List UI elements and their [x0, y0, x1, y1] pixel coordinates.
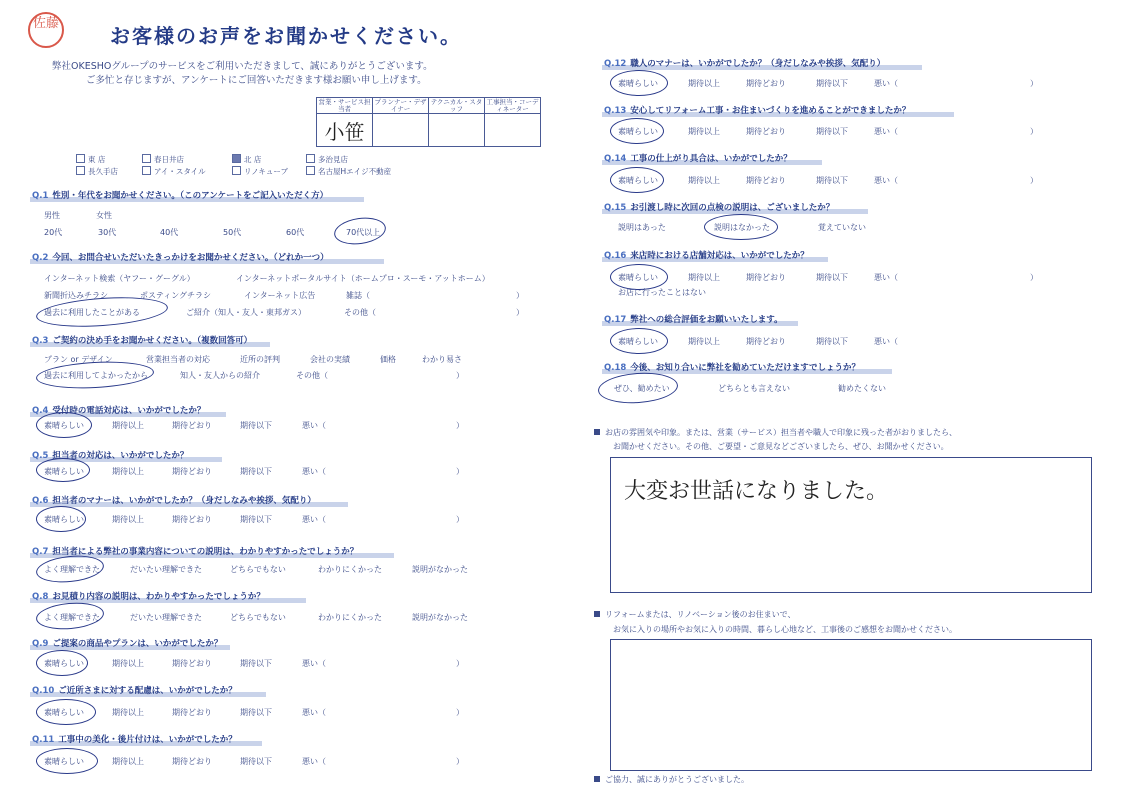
intro-line-2: ご多忙と存じますが、アンケートにご回答いただきます様お願い申し上げます。 [86, 75, 427, 86]
q1-age-70plus[interactable]: 70代以上 [346, 228, 381, 237]
q6-great[interactable]: 素晴らしい [44, 515, 84, 524]
q13-selection-circle [610, 118, 664, 144]
q2-opt-other[interactable]: その他（ [344, 308, 376, 317]
q3-opt-past-good[interactable]: 過去に利用してよかったから [44, 371, 148, 380]
q1-male[interactable]: 男性 [44, 211, 60, 220]
q10-great[interactable]: 素晴らしい [44, 708, 84, 717]
q1-age-20[interactable]: 20代 [44, 228, 63, 237]
q16-as-expected[interactable]: 期待どおり [746, 273, 786, 282]
q18-no[interactable]: 勧めたくない [838, 384, 886, 393]
comment1-handwritten-answer: 大変お世話になりました。 [624, 479, 889, 504]
checkbox[interactable] [76, 154, 85, 163]
q11-selection-circle [36, 748, 98, 774]
q14-bad[interactable]: 悪い（ [874, 176, 898, 185]
shop-label: 東 店 [88, 155, 106, 164]
q1-age-30[interactable]: 30代 [98, 228, 117, 237]
q17-bad[interactable]: 悪い（ [874, 337, 898, 346]
q1-age-40[interactable]: 40代 [160, 228, 179, 237]
q14-close: ） [1030, 176, 1038, 185]
comment1-prompt-line-1: お店の雰囲気や印象。または、営業（サービス）担当者や職人で印象に残った者がおりましたら、 [594, 427, 957, 438]
q12-question: Q.12 職人のマナーは、いかがでしたか？（身だしなみや挨拶、気配り） [604, 59, 886, 69]
q3-opt-sales[interactable]: 営業担当者の対応 [146, 355, 210, 364]
q3-opt-plan[interactable]: プラン or デザイン [44, 355, 113, 364]
q4-question: Q.4 受付時の電話対応は、いかがでしたか？ [32, 406, 206, 416]
q10-bad[interactable]: 悪い（ [302, 708, 326, 717]
q11-bad[interactable]: 悪い（ [302, 757, 326, 766]
shop-label: 多治見店 [318, 155, 348, 164]
q1-age-50[interactable]: 50代 [223, 228, 242, 237]
checkbox[interactable] [306, 166, 315, 175]
q2-opt-portal[interactable]: インターネットポータルサイト（ホームプロ・スーモ・アットホーム） [236, 274, 490, 283]
q3-question: Q.3 ご契約の決め手をお聞かせください。（複数回答可） [32, 336, 253, 346]
q5-above[interactable]: 期待以上 [112, 467, 144, 476]
q2-opt-web-ad[interactable]: インターネット広告 [244, 291, 316, 300]
q13-great[interactable]: 素晴らしい [618, 127, 658, 136]
q18-neither[interactable]: どちらとも言えない [718, 384, 790, 393]
q11-great[interactable]: 素晴らしい [44, 757, 84, 766]
q10-as-expected[interactable]: 期待どおり [172, 708, 212, 717]
q16-above[interactable]: 期待以上 [688, 273, 720, 282]
q11-question: Q.11 工事中の美化・後片付けは、いかがでしたか？ [32, 735, 237, 745]
comment1-prompt-line-2: お聞かせください。その他、ご要望・ご意見などございましたら、ぜひ、お聞かせください。 [613, 442, 949, 451]
q16-selection-circle [610, 264, 668, 290]
q9-question: Q.9 ご提案の商品やプランは、いかがでしたか？ [32, 639, 223, 649]
intro-line-1: 弊社OKESHOグループのサービスをご利用いただきまして、誠にありがとうございます。 [52, 61, 433, 72]
staff-value-technical[interactable] [429, 114, 485, 147]
q2-question: Q.2 今回、お問合せいただいたきっかけをお聞かせください。（どれか一つ） [32, 253, 329, 263]
q4-below[interactable]: 期待以下 [240, 421, 272, 430]
q16-below[interactable]: 期待以下 [816, 273, 848, 282]
q1-question: Q.1 性別・年代をお聞かせください。（このアンケートをご記入いただく方） [32, 191, 329, 201]
comment2-prompt-line-2: お気に入りの場所やお気に入りの時間、暮らし心地など、工事後のご感想をお聞かせください。 [613, 625, 957, 634]
q14-as-expected[interactable]: 期待どおり [746, 176, 786, 185]
q3-opt-reputation[interactable]: 近所の評判 [240, 355, 280, 364]
q7-question: Q.7 担当者による弊社の事業内容についての説明は、わかりやすかったでしょうか？ [32, 547, 359, 557]
q3-opt-clarity[interactable]: わかり易さ [422, 355, 462, 364]
q8-selection-circle [35, 600, 105, 632]
q2-opt-search[interactable]: インターネット検索（ヤフー・グーグル） [44, 274, 195, 283]
shop-north[interactable] [232, 154, 261, 165]
q15-dont-remember[interactable]: 覚えていない [818, 223, 866, 232]
checkbox[interactable] [76, 166, 85, 175]
q10-above[interactable]: 期待以上 [112, 708, 144, 717]
q12-great[interactable]: 素晴らしい [618, 79, 658, 88]
shop-kasugai[interactable] [142, 154, 184, 165]
footer-thanks: ご協力、誠にありがとうございました。 [594, 774, 749, 785]
q15-explained[interactable]: 説明はあった [618, 223, 666, 232]
q7-mostly[interactable]: だいたい理解できた [130, 565, 202, 574]
q12-selection-circle [610, 70, 668, 96]
q9-below[interactable]: 期待以下 [240, 659, 272, 668]
q8-mostly[interactable]: だいたい理解できた [130, 613, 202, 622]
shop-label: 長久手店 [88, 167, 118, 176]
q5-question: Q.5 担当者の対応は、いかがでしたか？ [32, 451, 189, 461]
q4-as-expected[interactable]: 期待どおり [172, 421, 212, 430]
shop-label: 北 店 [244, 155, 262, 164]
shop-realestate[interactable] [306, 166, 391, 177]
q9-selection-circle [36, 650, 88, 676]
q2-close-2: ） [516, 308, 524, 317]
checkbox[interactable] [232, 166, 241, 175]
q4-selection-circle [36, 412, 92, 438]
q15-not-explained[interactable]: 説明はなかった [714, 223, 770, 232]
staff-header-technical: テクニカル・スタッフ [429, 98, 485, 114]
staff-value-planner[interactable] [373, 114, 429, 147]
comment2-prompt-line-1: リフォームまたは、リノベーション後のお住まいで、 [594, 609, 795, 620]
q2-opt-past-use[interactable]: 過去に利用したことがある [44, 308, 140, 317]
staff-header-coordinator: 工事担当・コーディネーター [486, 97, 539, 113]
q10-selection-circle [36, 699, 96, 725]
q17-above[interactable]: 期待以上 [688, 337, 720, 346]
shop-label: 春日井店 [154, 155, 184, 164]
q14-selection-circle [610, 167, 664, 193]
staff-value-coordinator[interactable] [485, 114, 541, 147]
q3-opt-friend[interactable]: 知人・友人からの紹介 [180, 371, 260, 380]
q17-below[interactable]: 期待以下 [816, 337, 848, 346]
q4-above[interactable]: 期待以上 [112, 421, 144, 430]
q5-as-expected[interactable]: 期待どおり [172, 467, 212, 476]
q11-close: ） [456, 757, 464, 766]
q12-above[interactable]: 期待以上 [688, 79, 720, 88]
q16-great[interactable]: 素晴らしい [618, 273, 658, 282]
q14-question: Q.14 工事の仕上がり具合は、いかがでしたか？ [604, 154, 792, 164]
q6-question: Q.6 担当者のマナーは、いかがでしたか？（身だしなみや挨拶、気配り） [32, 496, 316, 506]
bullet-square-icon [594, 611, 600, 617]
shop-renocube[interactable] [232, 166, 288, 177]
q3-opt-price[interactable]: 価格 [380, 355, 396, 364]
q9-above[interactable]: 期待以上 [112, 659, 144, 668]
q6-close: ） [456, 515, 464, 524]
q2-opt-newspaper[interactable]: 新聞折込みチラシ [44, 291, 108, 300]
q6-below[interactable]: 期待以下 [240, 515, 272, 524]
q12-close: ） [1030, 79, 1038, 88]
q6-bad[interactable]: 悪い（ [302, 515, 326, 524]
q5-selection-circle [36, 458, 90, 482]
q18-question: Q.18 今後、お知り合いに弊社を勧めていただけますでしょうか？ [604, 363, 861, 373]
staff-value-sales[interactable]: 小笹 [317, 114, 373, 147]
q7-hard[interactable]: わかりにくかった [318, 565, 382, 574]
shop-label: 名古屋Hエイジ不動産 [318, 167, 392, 176]
shop-tajimi[interactable] [306, 154, 348, 165]
q4-bad[interactable]: 悪い（ [302, 421, 326, 430]
q16-bad[interactable]: 悪い（ [874, 273, 898, 282]
checkbox[interactable] [142, 166, 151, 175]
q13-as-expected[interactable]: 期待どおり [746, 127, 786, 136]
q14-above[interactable]: 期待以上 [688, 176, 720, 185]
shop-east[interactable] [76, 154, 105, 165]
q7-none[interactable]: 説明がなかった [412, 565, 468, 574]
q14-great[interactable]: 素晴らしい [618, 176, 658, 185]
q14-below[interactable]: 期待以下 [816, 176, 848, 185]
q18-definitely[interactable]: ぜひ、勧めたい [614, 384, 670, 393]
seal-stamp: 佐藤 [28, 12, 64, 48]
q12-below[interactable]: 期待以下 [816, 79, 848, 88]
q11-below[interactable]: 期待以下 [240, 757, 272, 766]
checkbox[interactable] [306, 154, 315, 163]
q4-close: ） [456, 421, 464, 430]
q6-above[interactable]: 期待以上 [112, 515, 144, 524]
q9-great[interactable]: 素晴らしい [44, 659, 84, 668]
q5-bad[interactable]: 悪い（ [302, 467, 326, 476]
q17-great[interactable]: 素晴らしい [618, 337, 658, 346]
comment2-box[interactable] [610, 639, 1092, 771]
q4-great[interactable]: 素晴らしい [44, 421, 84, 430]
q2-opt-posting[interactable]: ポスティングチラシ [140, 291, 212, 300]
q17-question: Q.17 弊社への総合評価をお願いいたします。 [604, 315, 783, 325]
q8-hard[interactable]: わかりにくかった [318, 613, 382, 622]
staff-header-planner: プランナー・デザイナー [374, 97, 427, 113]
q16-close: ） [1030, 273, 1038, 282]
q13-close: ） [1030, 127, 1038, 136]
q2-opt-magazine[interactable]: 雑誌（ [346, 291, 370, 300]
q17-selection-circle [610, 328, 668, 354]
q3-opt-other[interactable]: その他（ [296, 371, 328, 380]
q11-above[interactable]: 期待以上 [112, 757, 144, 766]
shop-nagakute[interactable] [76, 166, 118, 177]
q10-close: ） [456, 708, 464, 717]
staff-header-sales: 営業・サービス担当者 [318, 97, 371, 113]
q1-female[interactable]: 女性 [96, 211, 112, 220]
q9-close: ） [456, 659, 464, 668]
q12-bad[interactable]: 悪い（ [874, 79, 898, 88]
q10-question: Q.10 ご近所さまに対する配慮は、いかがでしたか？ [32, 686, 237, 696]
q16-never-visited[interactable]: お店に行ったことはない [618, 288, 706, 297]
q15-selection-circle [704, 214, 778, 240]
q7-understood[interactable]: よく理解できた [44, 565, 100, 574]
q8-question: Q.8 お見積り内容の説明は、わかりやすかったでしょうか？ [32, 592, 265, 602]
q1-age-60[interactable]: 60代 [286, 228, 305, 237]
q5-below[interactable]: 期待以下 [240, 467, 272, 476]
q2-opt-referral[interactable]: ご紹介（知人・友人・東邦ガス） [186, 308, 306, 317]
q13-above[interactable]: 期待以上 [688, 127, 720, 136]
q5-close: ） [456, 467, 464, 476]
q8-none[interactable]: 説明がなかった [412, 613, 468, 622]
q13-below[interactable]: 期待以下 [816, 127, 848, 136]
q7-neither[interactable]: どちらでもない [230, 565, 286, 574]
shop-label: リノキューブ [244, 167, 289, 176]
q8-understood[interactable]: よく理解できた [44, 613, 100, 622]
q17-as-expected[interactable]: 期待どおり [746, 337, 786, 346]
q11-as-expected[interactable]: 期待どおり [172, 757, 212, 766]
q13-question: Q.13 安心してリフォーム工事・お住まいづくりを進めることができましたか？ [604, 106, 911, 116]
bullet-square-icon [594, 429, 600, 435]
checkbox[interactable] [142, 154, 151, 163]
q9-bad[interactable]: 悪い（ [302, 659, 326, 668]
shop-istyle[interactable] [142, 166, 206, 177]
q18-selection-circle [597, 370, 679, 406]
q6-as-expected[interactable]: 期待どおり [172, 515, 212, 524]
bullet-square-icon [594, 776, 600, 782]
q12-as-expected[interactable]: 期待どおり [746, 79, 786, 88]
shop-label: アイ・スタイル [154, 167, 206, 176]
q16-question: Q.16 来店時における店舗対応は、いかがでしたか？ [604, 251, 809, 261]
q15-question: Q.15 お引渡し時に次回の点検の説明は、ございましたか？ [604, 203, 835, 213]
q13-bad[interactable]: 悪い（ [874, 127, 898, 136]
page-title: お客様のお声をお聞かせください。 [110, 24, 462, 48]
q9-as-expected[interactable]: 期待どおり [172, 659, 212, 668]
staff-table [316, 97, 541, 147]
q10-below[interactable]: 期待以下 [240, 708, 272, 717]
q5-great[interactable]: 素晴らしい [44, 467, 84, 476]
checkbox-checked[interactable] [232, 154, 241, 163]
q2-close-1: ） [516, 291, 524, 300]
q3-opt-track-record[interactable]: 会社の実績 [310, 355, 350, 364]
q1-selection-circle [332, 215, 387, 248]
q3-close: ） [456, 371, 464, 380]
q6-selection-circle [36, 506, 86, 532]
q8-neither[interactable]: どちらでもない [230, 613, 286, 622]
